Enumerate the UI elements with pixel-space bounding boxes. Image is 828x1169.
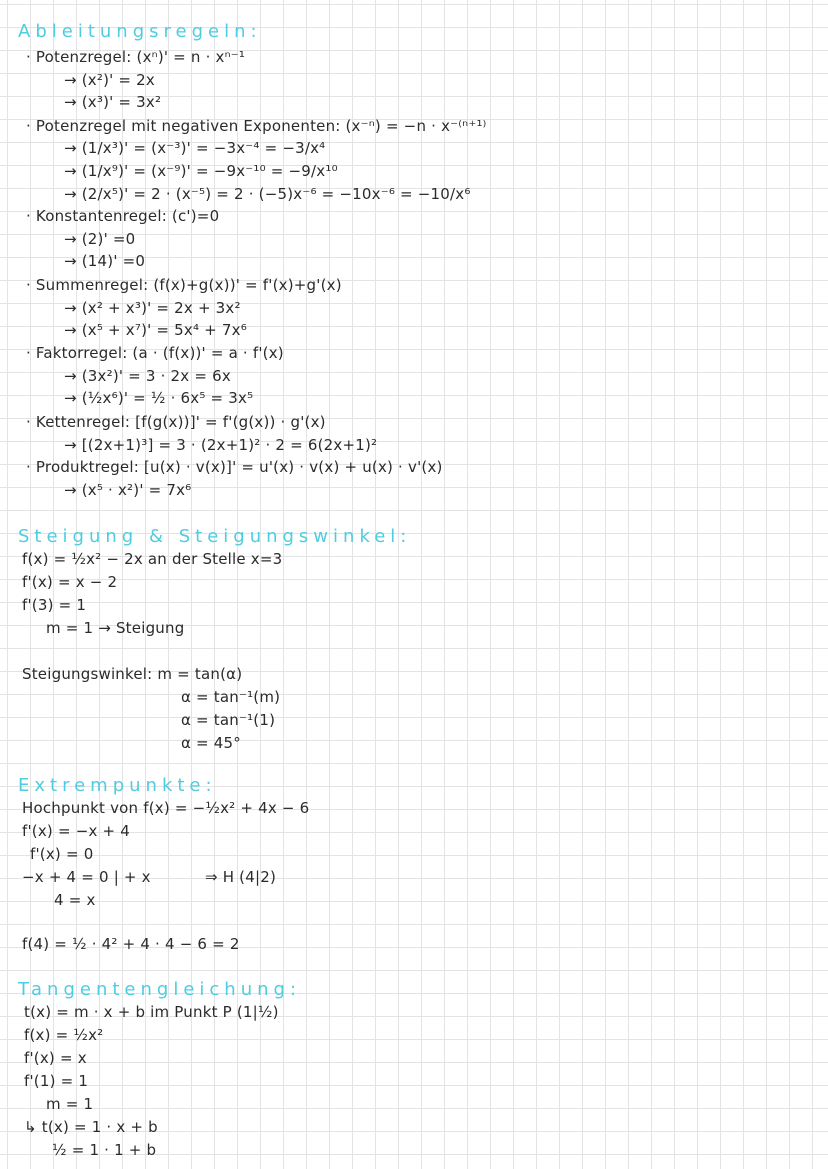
rule-summenregel: · Summenregel: (f(x)+g(x))' = f'(x)+g'(x) <box>26 276 342 294</box>
example-line: → (3x²)' = 3 · 2x = 6x <box>64 367 231 385</box>
example-line: → (x² + x³)' = 2x + 3x² <box>64 299 241 317</box>
steigung-line: f(x) = ½x² − 2x an der Stelle x=3 <box>22 550 283 568</box>
tangente-line: f'(x) = x <box>24 1049 87 1067</box>
rule-faktorregel: · Faktorregel: (a · (f(x))' = a · f'(x) <box>26 344 284 362</box>
heading-tangentengleichung: Tangentengleichung: <box>18 979 302 1000</box>
example-line: → (x²)' = 2x <box>64 71 155 89</box>
tangente-line: f'(1) = 1 <box>24 1072 89 1090</box>
tangente-line: t(x) = m · x + b im Punkt P (1|½) <box>24 1003 279 1021</box>
rule-kettenregel: · Kettenregel: [f(g(x))]' = f'(g(x)) · g'(x) <box>26 413 326 431</box>
rule-konstantenregel: · Konstantenregel: (c')=0 <box>26 207 220 225</box>
steigung-line: f'(3) = 1 <box>22 596 87 614</box>
heading-extrempunkte: Extrempunkte: <box>18 775 217 796</box>
heading-ableitungsregeln: Ableitungsregeln: <box>18 21 262 42</box>
rule-produktregel: · Produktregel: [u(x) · v(x)]' = u'(x) · v(x) + u(x) · v'(x) <box>26 458 443 476</box>
steigungswinkel-line: α = 45° <box>181 734 241 752</box>
steigung-line: m = 1 → Steigung <box>46 619 185 637</box>
example-line: → (x⁵ · x²)' = 7x⁶ <box>64 481 192 499</box>
example-line: → (14)' =0 <box>64 252 146 270</box>
example-line: → (1/x⁹)' = (x⁻⁹)' = −9x⁻¹⁰ = −9/x¹⁰ <box>64 162 338 180</box>
extrem-line: f'(x) = −x + 4 <box>22 822 130 840</box>
example-line: → (½x⁶)' = ½ · 6x⁵ = 3x⁵ <box>64 389 254 407</box>
heading-steigung: Steigung & Steigungswinkel: <box>18 526 412 547</box>
rule-negative-exponenten: · Potenzregel mit negativen Exponenten: (x⁻ⁿ) = −n · x⁻⁽ⁿ⁺¹⁾ <box>26 117 487 135</box>
extrem-line: f(4) = ½ · 4² + 4 · 4 − 6 = 2 <box>22 935 240 953</box>
example-line: → (x³)' = 3x² <box>64 93 162 111</box>
tangente-line: ↳ t(x) = 1 · x + b <box>24 1118 158 1136</box>
steigungswinkel-line: Steigungswinkel: m = tan(α) <box>22 665 243 683</box>
tangente-line: m = 1 <box>46 1095 94 1113</box>
rule-potenzregel: · Potenzregel: (xⁿ)' = n · xⁿ⁻¹ <box>26 48 246 66</box>
example-line: → (2/x⁵)' = 2 · (x⁻⁵) = 2 · (−5)x⁻⁶ = −10x⁻⁶ = −10/x⁶ <box>64 185 471 203</box>
steigungswinkel-line: α = tan⁻¹(1) <box>181 711 276 729</box>
hochpunkt-result: ⇒ H (4|2) <box>205 868 277 886</box>
extrem-line: Hochpunkt von f(x) = −½x² + 4x − 6 <box>22 799 310 817</box>
extrem-line: f'(x) = 0 <box>30 845 94 863</box>
example-line: → (2)' =0 <box>64 230 136 248</box>
tangente-line: ½ = 1 · 1 + b <box>52 1141 157 1159</box>
steigung-line: f'(x) = x − 2 <box>22 573 118 591</box>
example-line: → (1/x³)' = (x⁻³)' = −3x⁻⁴ = −3/x⁴ <box>64 139 326 157</box>
extrem-line: 4 = x <box>54 891 96 909</box>
tangente-line: f(x) = ½x² <box>24 1026 104 1044</box>
steigungswinkel-line: α = tan⁻¹(m) <box>181 688 281 706</box>
extrem-line: −x + 4 = 0 | + x <box>22 868 151 886</box>
example-line: → [(2x+1)³] = 3 · (2x+1)² · 2 = 6(2x+1)² <box>64 436 378 454</box>
example-line: → (x⁵ + x⁷)' = 5x⁴ + 7x⁶ <box>64 321 247 339</box>
